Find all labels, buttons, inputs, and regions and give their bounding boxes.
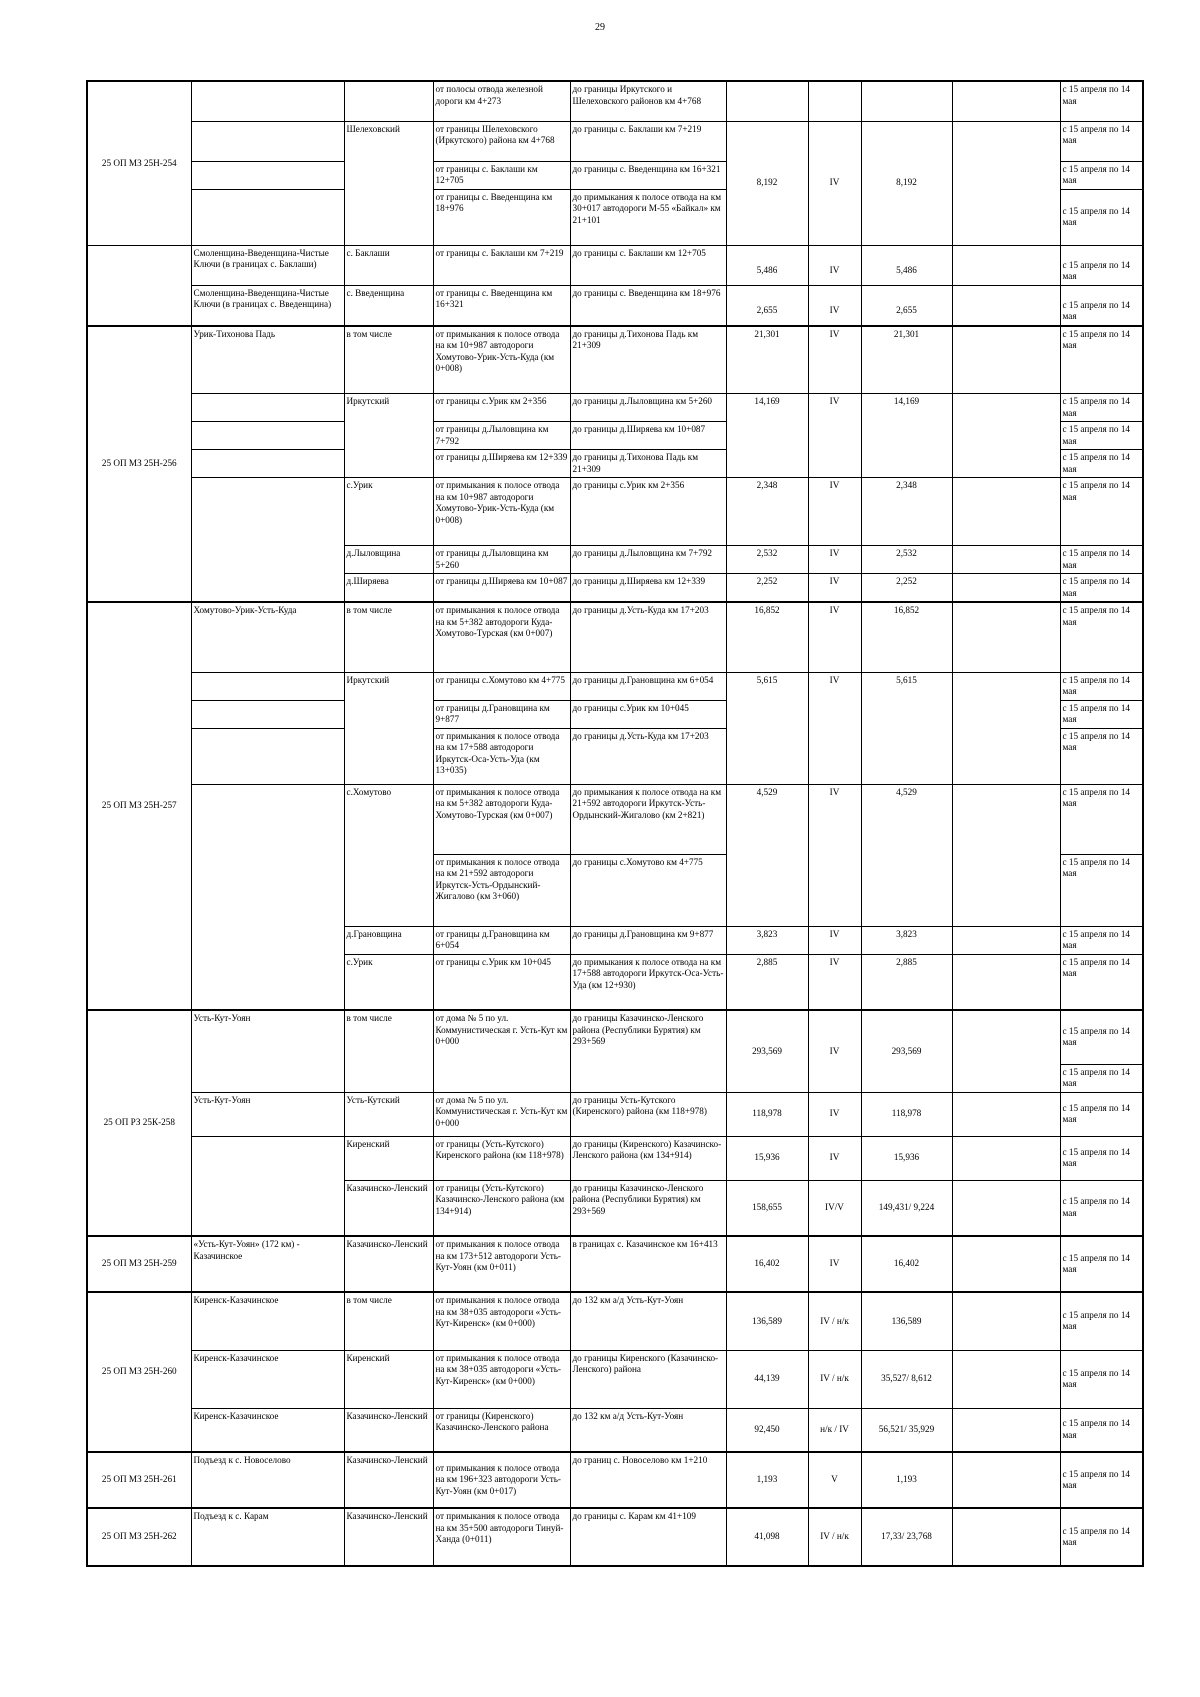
road-name: «Усть-Кут-Уоян» (172 км) - Казачинское bbox=[191, 1236, 344, 1292]
district: в том числе bbox=[344, 1010, 433, 1092]
district: с.Урик bbox=[344, 478, 433, 546]
segment-to: до примыкания к полосе отвода на км 30+017 автодороги М-55 «Байкал» км 21+101 bbox=[570, 189, 726, 245]
segment-from: от границы с. Баклаши км 7+219 bbox=[433, 245, 570, 285]
restriction-period: с 15 апреля по 14 мая bbox=[1060, 1408, 1143, 1452]
road-code: 25 ОП РЗ 25К-258 bbox=[87, 1010, 191, 1236]
segment-from: от полосы отвода железной дороги км 4+273 bbox=[433, 81, 570, 121]
length: 3,823 bbox=[726, 926, 808, 954]
cell bbox=[952, 1452, 1060, 1508]
road-name: Киренск-Казачинское bbox=[191, 1350, 344, 1408]
table-row bbox=[87, 1236, 1143, 1292]
road-name: Урик-Тихонова Падь bbox=[191, 326, 344, 394]
length-by-category: 2,885 bbox=[861, 954, 952, 1010]
road-name bbox=[191, 394, 344, 422]
restriction-period: с 15 апреля по 14 мая bbox=[1060, 161, 1143, 189]
district: Казачинско-Ленский bbox=[344, 1236, 433, 1292]
restriction-period: с 15 апреля по 14 мая bbox=[1060, 1292, 1143, 1350]
road-name: Смоленщина-Введенщина-Чистые Ключи (в границах с. Баклаши) bbox=[191, 245, 344, 285]
district: Киренский bbox=[344, 1350, 433, 1408]
road-name: Подъезд к с. Новоселово bbox=[191, 1452, 344, 1508]
segment-to: до границы д.Ширяева км 12+339 bbox=[570, 574, 726, 603]
road-code: 25 ОП МЗ 25Н-260 bbox=[87, 1292, 191, 1452]
segment-to: до границы д.Тихонова Падь км 21+309 bbox=[570, 450, 726, 478]
district: с. Введенщина bbox=[344, 285, 433, 326]
cell bbox=[952, 121, 1060, 245]
cell bbox=[952, 1092, 1060, 1136]
district bbox=[344, 81, 433, 121]
cell bbox=[952, 546, 1060, 574]
category: IV bbox=[808, 784, 861, 926]
segment-from: от границы Шелеховского (Иркутского) района км 4+768 bbox=[433, 121, 570, 161]
cell bbox=[952, 574, 1060, 603]
segment-from: от границы д.Лыловщина км 5+260 bbox=[433, 546, 570, 574]
table-row bbox=[87, 1452, 1143, 1508]
restriction-period: с 15 апреля по 14 мая bbox=[1060, 478, 1143, 546]
category: IV bbox=[808, 478, 861, 546]
length: 44,139 bbox=[726, 1350, 808, 1408]
cell bbox=[952, 602, 1060, 672]
table-row bbox=[87, 1508, 1143, 1566]
restriction-period: с 15 апреля по 14 мая bbox=[1060, 574, 1143, 603]
length-by-category: 118,978 bbox=[861, 1092, 952, 1136]
restriction-period: с 15 апреля по 14 мая bbox=[1060, 1508, 1143, 1566]
segment-from: от границы д.Ширяева км 12+339 bbox=[433, 450, 570, 478]
district: в том числе bbox=[344, 602, 433, 672]
segment-from: от границы с. Введенщина км 16+321 bbox=[433, 285, 570, 326]
table-row bbox=[87, 326, 1143, 394]
segment-to: до 132 км а/д Усть-Кут-Уоян bbox=[570, 1292, 726, 1350]
restriction-period: с 15 апреля по 14 мая bbox=[1060, 954, 1143, 1010]
segment-from: от примыкания к полосе отвода на км 10+987 автодороги Хомутово-Урик-Усть-Куда (км 0+008) bbox=[433, 478, 570, 546]
segment-to: до границы Киренского (Казачинско-Ленского) района bbox=[570, 1350, 726, 1408]
length: 2,252 bbox=[726, 574, 808, 603]
restriction-period: с 15 апреля по 14 мая bbox=[1060, 700, 1143, 728]
category: IV bbox=[808, 326, 861, 394]
length: 16,852 bbox=[726, 602, 808, 672]
category: IV / н/к bbox=[808, 1350, 861, 1408]
length-by-category: 149,431/ 9,224 bbox=[861, 1180, 952, 1236]
road-name bbox=[191, 81, 344, 121]
category: IV/V bbox=[808, 1180, 861, 1236]
cell bbox=[952, 285, 1060, 326]
segment-to: до границы Иркутского и Шелеховского районов км 4+768 bbox=[570, 81, 726, 121]
table-row bbox=[87, 1292, 1143, 1350]
segment-to: до границы с. Введенщина км 16+321 bbox=[570, 161, 726, 189]
cell bbox=[952, 926, 1060, 954]
road-code: 25 ОП МЗ 25Н-257 bbox=[87, 602, 191, 1010]
road-code: 25 ОП МЗ 25Н-262 bbox=[87, 1508, 191, 1566]
restriction-period: с 15 апреля по 14 мая bbox=[1060, 1180, 1143, 1236]
segment-to: до границы с. Карам км 41+109 bbox=[570, 1508, 726, 1566]
length-by-category: 2,252 bbox=[861, 574, 952, 603]
restriction-period: с 15 апреля по 14 мая bbox=[1060, 1350, 1143, 1408]
length: 4,529 bbox=[726, 784, 808, 926]
category: IV / н/к bbox=[808, 1292, 861, 1350]
length-by-category: 56,521/ 35,929 bbox=[861, 1408, 952, 1452]
table-row bbox=[87, 602, 1143, 672]
restriction-period: с 15 апреля по 14 мая bbox=[1060, 602, 1143, 672]
segment-from: от примыкания к полосе отвода на км 173+512 автодороги Усть-Кут-Уоян (км 0+011) bbox=[433, 1236, 570, 1292]
segment-to: до границ с. Новоселово км 1+210 bbox=[570, 1452, 726, 1508]
length-by-category: 8,192 bbox=[861, 121, 952, 245]
table-row bbox=[87, 285, 1143, 326]
district: Казачинско-Ленский bbox=[344, 1180, 433, 1236]
segment-to: до примыкания к полосе отвода на км 21+592 автодороги Иркутск-Усть-Ордынский-Жигалово (км 2+821) bbox=[570, 784, 726, 854]
district: в том числе bbox=[344, 326, 433, 394]
district: Иркутский bbox=[344, 394, 433, 478]
length-by-category: 2,532 bbox=[861, 546, 952, 574]
length-by-category: 14,169 bbox=[861, 394, 952, 478]
restriction-period: с 15 апреля по 14 мая bbox=[1060, 1010, 1143, 1064]
length-by-category: 16,402 bbox=[861, 1236, 952, 1292]
road-name: Подъезд к с. Карам bbox=[191, 1508, 344, 1566]
road-name bbox=[191, 121, 344, 161]
category: IV bbox=[808, 1136, 861, 1180]
restriction-period: с 15 апреля по 14 мая bbox=[1060, 854, 1143, 926]
cell bbox=[952, 1350, 1060, 1408]
cell bbox=[952, 1010, 1060, 1092]
table-row bbox=[87, 121, 1143, 161]
district: с.Урик bbox=[344, 954, 433, 1010]
category: IV bbox=[808, 574, 861, 603]
category: IV bbox=[808, 121, 861, 245]
length: 2,532 bbox=[726, 546, 808, 574]
district: Усть-Кутский bbox=[344, 1092, 433, 1136]
segment-to: до границы д.Лыловщина км 5+260 bbox=[570, 394, 726, 422]
segment-to: до границы д.Усть-Куда км 17+203 bbox=[570, 602, 726, 672]
category: IV bbox=[808, 602, 861, 672]
length-by-category: 35,527/ 8,612 bbox=[861, 1350, 952, 1408]
cell bbox=[952, 672, 1060, 784]
segment-to: до границы Усть-Кутского (Киренского) района (км 118+978) bbox=[570, 1092, 726, 1136]
road-name bbox=[191, 478, 344, 603]
district: Киренский bbox=[344, 1136, 433, 1180]
restriction-period: с 15 апреля по 14 мая bbox=[1060, 1136, 1143, 1180]
road-name bbox=[191, 189, 344, 245]
length: 14,169 bbox=[726, 394, 808, 478]
category: IV bbox=[808, 546, 861, 574]
restriction-period: с 15 апреля по 14 мая bbox=[1060, 546, 1143, 574]
restriction-period: с 15 апреля по 14 мая bbox=[1060, 784, 1143, 854]
district: д.Ширяева bbox=[344, 574, 433, 603]
road-name bbox=[191, 1136, 344, 1236]
segment-from: от дома № 5 по ул. Коммунистическая г. Усть-Кут км 0+000 bbox=[433, 1092, 570, 1136]
segment-to: до границы д.Грановщина км 9+877 bbox=[570, 926, 726, 954]
road-name: Хомутово-Урик-Усть-Куда bbox=[191, 602, 344, 672]
segment-to: до границы Казачинско-Ленского района (Республики Бурятия) км 293+569 bbox=[570, 1010, 726, 1092]
segment-from: от границы с.Хомутово км 4+775 bbox=[433, 672, 570, 700]
road-name: Усть-Кут-Уоян bbox=[191, 1010, 344, 1092]
segment-to: до границы с.Хомутово км 4+775 bbox=[570, 854, 726, 926]
table-row bbox=[87, 1092, 1143, 1136]
district: Казачинско-Ленский bbox=[344, 1508, 433, 1566]
length: 1,193 bbox=[726, 1452, 808, 1508]
table-row bbox=[87, 394, 1143, 422]
length: 5,486 bbox=[726, 245, 808, 285]
road-code: 25 ОП МЗ 25Н-256 bbox=[87, 326, 191, 603]
road-name: Усть-Кут-Уоян bbox=[191, 1092, 344, 1136]
road-code bbox=[87, 245, 191, 326]
segment-from: от границы с.Урик км 2+356 bbox=[433, 394, 570, 422]
segment-from: от границы с.Урик км 10+045 bbox=[433, 954, 570, 1010]
cell bbox=[952, 1136, 1060, 1180]
restriction-period: с 15 апреля по 14 мая bbox=[1060, 728, 1143, 784]
segment-from: от границы д.Ширяева км 10+087 bbox=[433, 574, 570, 603]
length: 158,655 bbox=[726, 1180, 808, 1236]
length: 2,655 bbox=[726, 285, 808, 326]
length-by-category: 2,348 bbox=[861, 478, 952, 546]
table-row bbox=[87, 81, 1143, 121]
restriction-period: с 15 апреля по 14 мая bbox=[1060, 285, 1143, 326]
category: IV bbox=[808, 394, 861, 478]
road-code: 25 ОП МЗ 25Н-261 bbox=[87, 1452, 191, 1508]
segment-from: от примыкания к полосе отвода на км 38+035 автодороги «Усть-Кут-Киренск» (км 0+000) bbox=[433, 1350, 570, 1408]
length-by-category: 2,655 bbox=[861, 285, 952, 326]
segment-to: до границы с. Введенщина км 18+976 bbox=[570, 285, 726, 326]
length: 293,569 bbox=[726, 1010, 808, 1092]
restriction-period: с 15 апреля по 14 мая bbox=[1060, 245, 1143, 285]
restriction-period: с 15 апреля по 14 мая bbox=[1060, 926, 1143, 954]
length: 5,615 bbox=[726, 672, 808, 784]
district: с.Хомутово bbox=[344, 784, 433, 926]
cell bbox=[952, 784, 1060, 926]
segment-from: от границы д.Грановщина км 6+054 bbox=[433, 926, 570, 954]
cell bbox=[952, 1508, 1060, 1566]
length: 8,192 bbox=[726, 121, 808, 245]
segment-from: от примыкания к полосе отвода на км 38+035 автодороги «Усть-Кут-Киренск» (км 0+000) bbox=[433, 1292, 570, 1350]
road-name bbox=[191, 784, 344, 1010]
cell bbox=[952, 1236, 1060, 1292]
length-by-category: 16,852 bbox=[861, 602, 952, 672]
length-by-category: 5,615 bbox=[861, 672, 952, 784]
road-name bbox=[191, 161, 344, 189]
table-row bbox=[87, 1408, 1143, 1452]
cell bbox=[952, 1408, 1060, 1452]
category: IV bbox=[808, 1236, 861, 1292]
road-name: Киренск-Казачинское bbox=[191, 1408, 344, 1452]
segment-to: до границы д.Тихонова Падь км 21+309 bbox=[570, 326, 726, 394]
segment-to: до границы д.Ширяева км 10+087 bbox=[570, 422, 726, 450]
restriction-period: с 15 апреля по 14 мая bbox=[1060, 326, 1143, 394]
segment-from: от примыкания к полосе отвода на км 5+382 автодороги Куда-Хомутово-Турская (км 0+007) bbox=[433, 784, 570, 854]
segment-to: до границы с.Урик км 10+045 bbox=[570, 700, 726, 728]
segment-to: до границы Казачинско-Ленского района (Республики Бурятия) км 293+569 bbox=[570, 1180, 726, 1236]
restriction-period: с 15 апреля по 14 мая bbox=[1060, 1452, 1143, 1508]
restriction-period: с 15 апреля по 14 мая bbox=[1060, 1092, 1143, 1136]
cell bbox=[952, 81, 1060, 121]
district: с. Баклаши bbox=[344, 245, 433, 285]
segment-from: от границы (Усть-Кутского) Киренского района (км 118+978) bbox=[433, 1136, 570, 1180]
restriction-period: с 15 апреля по 14 мая bbox=[1060, 1064, 1143, 1092]
restriction-period: с 15 апреля по 14 мая bbox=[1060, 672, 1143, 700]
length-by-category: 15,936 bbox=[861, 1136, 952, 1180]
restriction-period: с 15 апреля по 14 мая bbox=[1060, 189, 1143, 245]
segment-to: в границах с. Казачинское км 16+413 bbox=[570, 1236, 726, 1292]
length: 15,936 bbox=[726, 1136, 808, 1180]
road-code: 25 ОП МЗ 25Н-254 bbox=[87, 81, 191, 245]
road-name bbox=[191, 450, 344, 478]
segment-to: до границы д.Лыловщина км 7+792 bbox=[570, 546, 726, 574]
category: IV bbox=[808, 672, 861, 784]
table-row bbox=[87, 1136, 1143, 1180]
table-row bbox=[87, 478, 1143, 546]
road-code: 25 ОП МЗ 25Н-259 bbox=[87, 1236, 191, 1292]
length: 92,450 bbox=[726, 1408, 808, 1452]
length-by-category: 17,33/ 23,768 bbox=[861, 1508, 952, 1566]
length: 136,589 bbox=[726, 1292, 808, 1350]
road-name bbox=[191, 422, 344, 450]
category: IV bbox=[808, 1092, 861, 1136]
category: IV bbox=[808, 954, 861, 1010]
page-number: 29 bbox=[595, 22, 605, 33]
restriction-period: с 15 апреля по 14 мая bbox=[1060, 121, 1143, 161]
length: 16,402 bbox=[726, 1236, 808, 1292]
cell bbox=[952, 1180, 1060, 1236]
segment-from: от примыкания к полосе отвода на км 21+592 автодороги Иркутск-Усть-Ордынский-Жигалово (км 3+060) bbox=[433, 854, 570, 926]
table-row bbox=[87, 672, 1143, 700]
cell bbox=[952, 1292, 1060, 1350]
restriction-period: с 15 апреля по 14 мая bbox=[1060, 81, 1143, 121]
cell bbox=[952, 326, 1060, 394]
road-name: Киренск-Казачинское bbox=[191, 1292, 344, 1350]
cell bbox=[952, 478, 1060, 546]
district: Казачинско-Ленский bbox=[344, 1452, 433, 1508]
segment-from: от примыкания к полосе отвода на км 10+987 автодороги Хомутово-Урик-Усть-Куда (км 0+008) bbox=[433, 326, 570, 394]
category: IV bbox=[808, 1010, 861, 1092]
length-by-category: 5,486 bbox=[861, 245, 952, 285]
length-by-category: 3,823 bbox=[861, 926, 952, 954]
segment-from: от примыкания к полосе отвода на км 196+323 автодороги Усть-Кут-Уоян (км 0+017) bbox=[433, 1452, 570, 1508]
length: 118,978 bbox=[726, 1092, 808, 1136]
cell bbox=[952, 394, 1060, 478]
length: 2,348 bbox=[726, 478, 808, 546]
segment-to: до границы д.Грановщина км 6+054 bbox=[570, 672, 726, 700]
segment-to: до примыкания к полосе отвода на км 17+588 автодороги Иркутск-Оса-Усть-Уда (км 12+930) bbox=[570, 954, 726, 1010]
district: д.Грановщина bbox=[344, 926, 433, 954]
length: 2,885 bbox=[726, 954, 808, 1010]
road-name bbox=[191, 700, 344, 728]
length-by-category: 1,193 bbox=[861, 1452, 952, 1508]
length-by-category: 21,301 bbox=[861, 326, 952, 394]
segment-from: от границы д.Грановщина км 9+877 bbox=[433, 700, 570, 728]
table-row bbox=[87, 245, 1143, 285]
length: 41,098 bbox=[726, 1508, 808, 1566]
length bbox=[726, 81, 808, 121]
segment-from: от границы (Усть-Кутского) Казачинско-Ленского района (км 134+914) bbox=[433, 1180, 570, 1236]
restriction-period: с 15 апреля по 14 мая bbox=[1060, 422, 1143, 450]
segment-to: до границы с.Урик км 2+356 bbox=[570, 478, 726, 546]
segment-from: от примыкания к полосе отвода на км 35+500 автодороги Тинуй-Ханда (0+011) bbox=[433, 1508, 570, 1566]
district: Казачинско-Ленский bbox=[344, 1408, 433, 1452]
district: д.Лыловщина bbox=[344, 546, 433, 574]
roads-table bbox=[86, 80, 1144, 1567]
category: V bbox=[808, 1452, 861, 1508]
category: IV bbox=[808, 245, 861, 285]
cell bbox=[952, 245, 1060, 285]
segment-from: от границы (Киренского) Казачинско-Ленского района bbox=[433, 1408, 570, 1452]
restriction-period: с 15 апреля по 14 мая bbox=[1060, 1236, 1143, 1292]
segment-from: от границы с. Введенщина км 18+976 bbox=[433, 189, 570, 245]
segment-to: до границы д.Усть-Куда км 17+203 bbox=[570, 728, 726, 784]
length-by-category: 293,569 bbox=[861, 1010, 952, 1092]
restriction-period: с 15 апреля по 14 мая bbox=[1060, 394, 1143, 422]
segment-from: от границы с. Баклаши км 12+705 bbox=[433, 161, 570, 189]
segment-to: до границы с. Баклаши км 12+705 bbox=[570, 245, 726, 285]
length-by-category: 4,529 bbox=[861, 784, 952, 926]
table-row bbox=[87, 1010, 1143, 1064]
table-row bbox=[87, 1350, 1143, 1408]
length-by-category bbox=[861, 81, 952, 121]
restriction-period: с 15 апреля по 14 мая bbox=[1060, 450, 1143, 478]
category: IV bbox=[808, 285, 861, 326]
segment-from: от примыкания к полосе отвода на км 17+588 автодороги Иркутск-Оса-Усть-Уда (км 13+035) bbox=[433, 728, 570, 784]
road-name: Смоленщина-Введенщина-Чистые Ключи (в границах с. Введенщина) bbox=[191, 285, 344, 326]
table-row bbox=[87, 784, 1143, 854]
category: IV / н/к bbox=[808, 1508, 861, 1566]
segment-to: до границы с. Баклаши км 7+219 bbox=[570, 121, 726, 161]
length-by-category: 136,589 bbox=[861, 1292, 952, 1350]
district: в том числе bbox=[344, 1292, 433, 1350]
road-name bbox=[191, 728, 344, 784]
category: н/к / IV bbox=[808, 1408, 861, 1452]
length: 21,301 bbox=[726, 326, 808, 394]
district: Шелеховский bbox=[344, 121, 433, 245]
segment-from: от дома № 5 по ул. Коммунистическая г. Усть-Кут км 0+000 bbox=[433, 1010, 570, 1092]
segment-from: от примыкания к полосе отвода на км 5+382 автодороги Куда-Хомутово-Турская (км 0+007) bbox=[433, 602, 570, 672]
segment-to: до 132 км а/д Усть-Кут-Уоян bbox=[570, 1408, 726, 1452]
segment-to: до границы (Киренского) Казачинско-Ленского района (км 134+914) bbox=[570, 1136, 726, 1180]
category: IV bbox=[808, 926, 861, 954]
district: Иркутский bbox=[344, 672, 433, 784]
road-name bbox=[191, 672, 344, 700]
cell bbox=[952, 954, 1060, 1010]
category bbox=[808, 81, 861, 121]
segment-from: от границы д.Лыловщина км 7+792 bbox=[433, 422, 570, 450]
